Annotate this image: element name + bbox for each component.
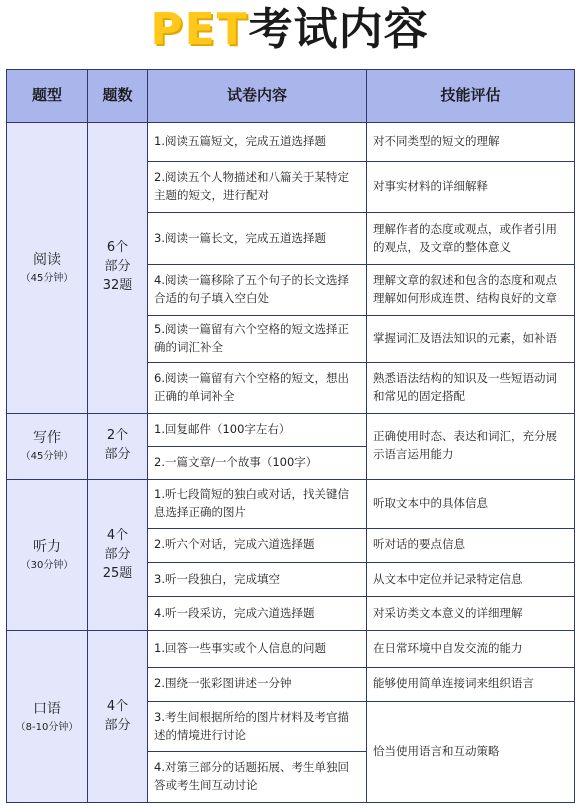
page-title (0, 0, 579, 66)
content-cell: 4.对第三部分的话题拓展、考生单独回答或考生间互动讨论 (148, 752, 367, 803)
content-cell: 1.听七段简短的独白或对话，找关键信息选择正确的图片 (148, 480, 367, 528)
count-line: 32题 (102, 278, 133, 294)
skill-cell: 对不同类型的短文的理解 (367, 123, 575, 162)
skill-cell: 恰当使用语言和互动策略 (367, 702, 575, 803)
skill-cell: 正确使用时态、表达和词汇，充分展示语言运用能力 (367, 413, 575, 480)
content-cell: 2.一篇文章/一个故事（100字） (148, 446, 367, 479)
section-name: 阅读 (33, 251, 61, 268)
skill-cell: 能够使用简单连接词来组织语言 (367, 667, 575, 701)
header-count: 题数 (88, 70, 148, 123)
skill-cell: 理解文章的叙述和包含的态度和观点理解如何形成连贯、结构良好的文章 (367, 265, 575, 315)
section-count (88, 123, 148, 414)
count-line: 2个 (106, 428, 129, 444)
content-cell: 5.阅读一篇留有六个空格的短文选择正确的词汇补全 (148, 315, 367, 362)
section-name: 口语 (33, 700, 61, 717)
exam-content-table (6, 69, 575, 803)
section-name: 写作 (33, 430, 61, 447)
header-skill: 技能评估 (367, 70, 575, 123)
section-count (88, 413, 148, 480)
skill-cell: 在日常环境中自发交流的能力 (367, 631, 575, 667)
skill-cell: 对事实材料的详细解释 (367, 162, 575, 212)
header-type: 题型 (7, 70, 88, 123)
count-line: 4个 (106, 698, 129, 714)
section-name: 听力 (33, 539, 61, 556)
count-line: 部分 (104, 546, 131, 562)
table-row (7, 480, 575, 528)
table-header-row (7, 70, 575, 123)
section-duration: （30分钟） (20, 560, 74, 572)
content-cell: 6.阅读一篇留有六个空格的短文，想出正确的单词补全 (148, 363, 367, 413)
count-line: 6个 (106, 240, 129, 256)
content-cell: 4.阅读一篇移除了五个句子的长文选择合适的句子填入空白处 (148, 265, 367, 315)
skill-cell: 听取文本中的具体信息 (367, 480, 575, 528)
count-line: 部分 (104, 259, 131, 275)
skill-cell: 掌握词汇及语法知识的元素，如补语 (367, 315, 575, 362)
title-highlight: PET (150, 4, 249, 55)
count-line: 4个 (106, 527, 129, 543)
skill-cell: 从文本中定位并记录特定信息 (367, 562, 575, 596)
content-cell: 4.听一段采访，完成六道选择题 (148, 597, 367, 631)
table-row (7, 413, 575, 446)
content-cell: 1.阅读五篇短文，完成五道选择题 (148, 123, 367, 162)
section-reading (7, 123, 88, 414)
table-row (7, 631, 575, 667)
section-duration: （45分钟） (20, 451, 74, 463)
count-line: 部分 (104, 717, 131, 733)
count-line: 25题 (102, 565, 133, 581)
section-writing (7, 413, 88, 480)
content-cell: 2.听六个对话，完成六道选择题 (148, 528, 367, 562)
content-cell: 3.听一段独白，完成填空 (148, 562, 367, 596)
content-cell: 2.围绕一张彩图讲述一分钟 (148, 667, 367, 701)
skill-cell: 对采访类文本意义的详细理解 (367, 597, 575, 631)
content-cell: 1.回答一些事实或个人信息的问题 (148, 631, 367, 667)
count-line: 部分 (104, 447, 131, 463)
section-count (88, 631, 148, 803)
table-row (7, 123, 575, 162)
content-cell: 3.考生间根据所给的图片材料及考官描述的情境进行讨论 (148, 702, 367, 752)
skill-cell: 听对话的要点信息 (367, 528, 575, 562)
content-cell: 3.阅读一篇长文，完成五道选择题 (148, 212, 367, 264)
title-rest: 考试内容 (248, 4, 429, 55)
content-cell: 2.阅读五个人物描述和八篇关于某特定主题的短文，进行配对 (148, 162, 367, 212)
skill-cell: 熟悉语法结构的知识及一些短语动词和常见的固定搭配 (367, 363, 575, 413)
section-count (88, 480, 148, 631)
section-listening (7, 480, 88, 631)
section-speaking (7, 631, 88, 803)
content-cell: 1.回复邮件（100字左右） (148, 413, 367, 446)
section-duration: （45分钟） (20, 272, 74, 284)
header-content: 试卷内容 (148, 70, 367, 123)
skill-cell: 理解作者的态度或观点，或作者引用的观点，及文章的整体意义 (367, 212, 575, 264)
section-duration: （8-10分钟） (15, 721, 79, 733)
